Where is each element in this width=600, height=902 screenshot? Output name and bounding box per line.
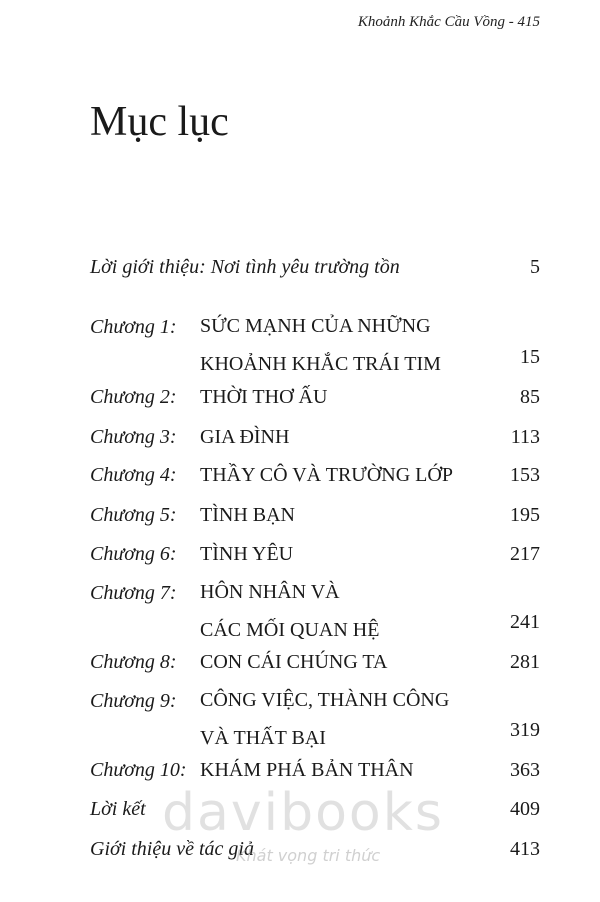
chapter-title: TÌNH BẠN [200, 504, 295, 526]
chapter-title: THỜI THƠ ẤU [200, 386, 328, 408]
author-intro-page: 413 [510, 838, 540, 860]
chapter-title-line: KHOẢNH KHẮC TRÁI TIM [200, 353, 441, 375]
chapter-title [200, 681, 449, 757]
chapter-label: Chương 7: [90, 582, 177, 604]
chapter-page: 363 [510, 759, 540, 781]
chapter-page: 281 [510, 651, 540, 673]
chapter-label: Chương 8: [90, 651, 177, 673]
chapter-title-line: HÔN NHÂN VÀ [200, 581, 340, 603]
chapter-title [200, 573, 379, 649]
chapter-title-line: SỨC MẠNH CỦA NHỮNG [200, 315, 431, 337]
toc-intro-label: Lời giới thiệu: Nơi tình yêu trường tồn [90, 256, 400, 278]
chapter-page: 153 [510, 464, 540, 486]
chapter-title [200, 307, 441, 383]
chapter-label: Chương 6: [90, 543, 177, 565]
chapter-title: THẦY CÔ VÀ TRƯỜNG LỚP [200, 464, 453, 486]
chapter-label: Chương 5: [90, 504, 177, 526]
chapter-title-line: CÔNG VIỆC, THÀNH CÔNG [200, 689, 450, 711]
toc-intro-page: 5 [530, 256, 540, 278]
chapter-page: 113 [510, 426, 540, 448]
chapter-page: 241 [510, 611, 540, 633]
watermark-tagline: Khát vọng tri thức [236, 846, 381, 865]
chapter-page: 85 [520, 386, 540, 408]
chapter-title-line: CÁC MỐI QUAN HỆ [200, 619, 380, 641]
chapter-label: Chương 9: [90, 690, 177, 712]
chapter-page: 319 [510, 719, 540, 741]
chapter-label: Chương 4: [90, 464, 177, 486]
author-intro-label: Giới thiệu về tác giả [90, 838, 254, 860]
chapter-title: GIA ĐÌNH [200, 426, 290, 448]
chapter-label: Chương 3: [90, 426, 177, 448]
watermark-brand: davibooks [162, 783, 444, 843]
chapter-title: TÌNH YÊU [200, 543, 294, 565]
chapter-page: 217 [510, 543, 540, 565]
running-head: Khoảnh Khắc Cầu Vồng - 415 [357, 14, 540, 30]
chapter-label: Chương 1: [90, 316, 177, 338]
chapter-label: Chương 10: [90, 759, 187, 781]
chapter-page: 195 [510, 504, 540, 526]
chapter-page: 15 [520, 346, 540, 368]
chapter-title: KHÁM PHÁ BẢN THÂN [200, 759, 414, 781]
afterword-page: 409 [510, 798, 540, 820]
chapter-title-line: VÀ THẤT BẠI [200, 727, 326, 749]
chapter-title: CON CÁI CHÚNG TA [200, 651, 388, 673]
afterword-label: Lời kết [90, 798, 146, 820]
page-title: Mục lục [90, 99, 229, 145]
chapter-label: Chương 2: [90, 386, 177, 408]
